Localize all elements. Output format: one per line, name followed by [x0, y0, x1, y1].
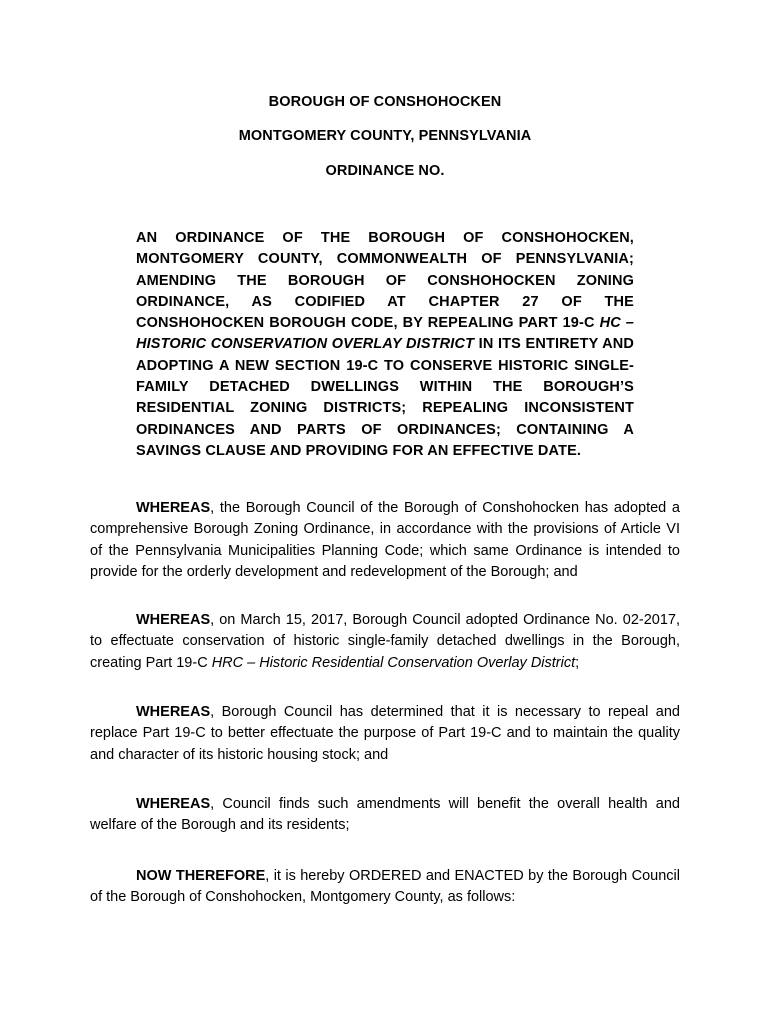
- ordinance-title-part2: IN ITS ENTIRETY AND ADOPTING A NEW SECTION 19-C TO CONSERVE HISTORIC SINGLE-FAMILY DETACHED DWELLINGS WITHIN THE BOROUGH’S RESIDENTIAL ZONING DISTRICTS; REPEALING INCONSISTENT ORDINANCES AND PARTS OF ORDINANCES; CONTAINING A SAVINGS CLAUSE AND PROVIDING FOR AN EFFECTIVE DATE.: [136, 336, 634, 459]
- whereas-lead-4: WHEREAS: [136, 796, 211, 812]
- ordinance-title-part1: AN ORDINANCE OF THE BOROUGH OF CONSHOHOCKEN, MONTGOMERY COUNTY, COMMONWEALTH OF PENNSYLVANIA; AMENDING THE BOROUGH OF CONSHOHOCKEN ZONING ORDINANCE, AS CODIFIED AT CHAPTER 27 OF THE CONSHOHOCKEN BOROUGH CODE, BY REPEALING PART 19-C: [136, 230, 634, 332]
- now-therefore-lead: NOW THEREFORE: [136, 868, 266, 884]
- whereas-text-4: , Council finds such amendments will benefit the overall health and welfare of the Borough and its residents;: [90, 796, 680, 834]
- whereas-text-3: , Borough Council has determined that it is necessary to repeal and replace Part 19-C to better effectuate the purpose of Part 19-C and to maintain the quality and character of its historic housing stock; and: [90, 704, 680, 763]
- whereas-lead-2: WHEREAS: [136, 612, 211, 628]
- whereas-paragraph-3: [90, 702, 680, 766]
- whereas-text-2: , on March 15, 2017, Borough Council adopted Ordinance No. 02-2017, to effectuate conservation of historic single-family detached dwellings in the Borough, creating Part 19-C: [90, 612, 680, 671]
- whereas-text-1: , the Borough Council of the Borough of Conshohocken has adopted a comprehensive Borough Zoning Ordinance, in accordance with the provisions of Article VI of the Pennsylvania Municipalities Planning Code; which same Ordinance is intended to provide for the orderly development and redevelopment of the Borough; and: [90, 500, 680, 580]
- whereas-paragraph-2: [90, 610, 680, 674]
- borough-heading: BOROUGH OF CONSHOHOCKEN: [268, 94, 502, 110]
- whereas-paragraph-1: [90, 498, 680, 583]
- whereas-end-2: ;: [575, 654, 580, 671]
- whereas-paragraph-4: [90, 794, 680, 837]
- now-therefore-paragraph: [90, 866, 680, 909]
- now-therefore-text: , it is hereby ORDERED and ENACTED by the Borough Council of the Borough of Conshohocken, Montgomery County, as follows:: [90, 868, 680, 906]
- ordinance-number-heading: ORDINANCE NO.: [325, 163, 445, 179]
- county-heading: MONTGOMERY COUNTY, PENNSYLVANIA: [238, 128, 532, 144]
- whereas-lead-1: WHEREAS: [136, 500, 211, 516]
- whereas-lead-3: WHEREAS: [136, 704, 211, 720]
- whereas-district-2: HRC – Historic Residential Conservation Overlay District: [211, 654, 576, 671]
- ordinance-title: [136, 228, 634, 462]
- ordinance-title-district: HC – HISTORIC CONSERVATION OVERLAY DISTRICT: [136, 315, 634, 353]
